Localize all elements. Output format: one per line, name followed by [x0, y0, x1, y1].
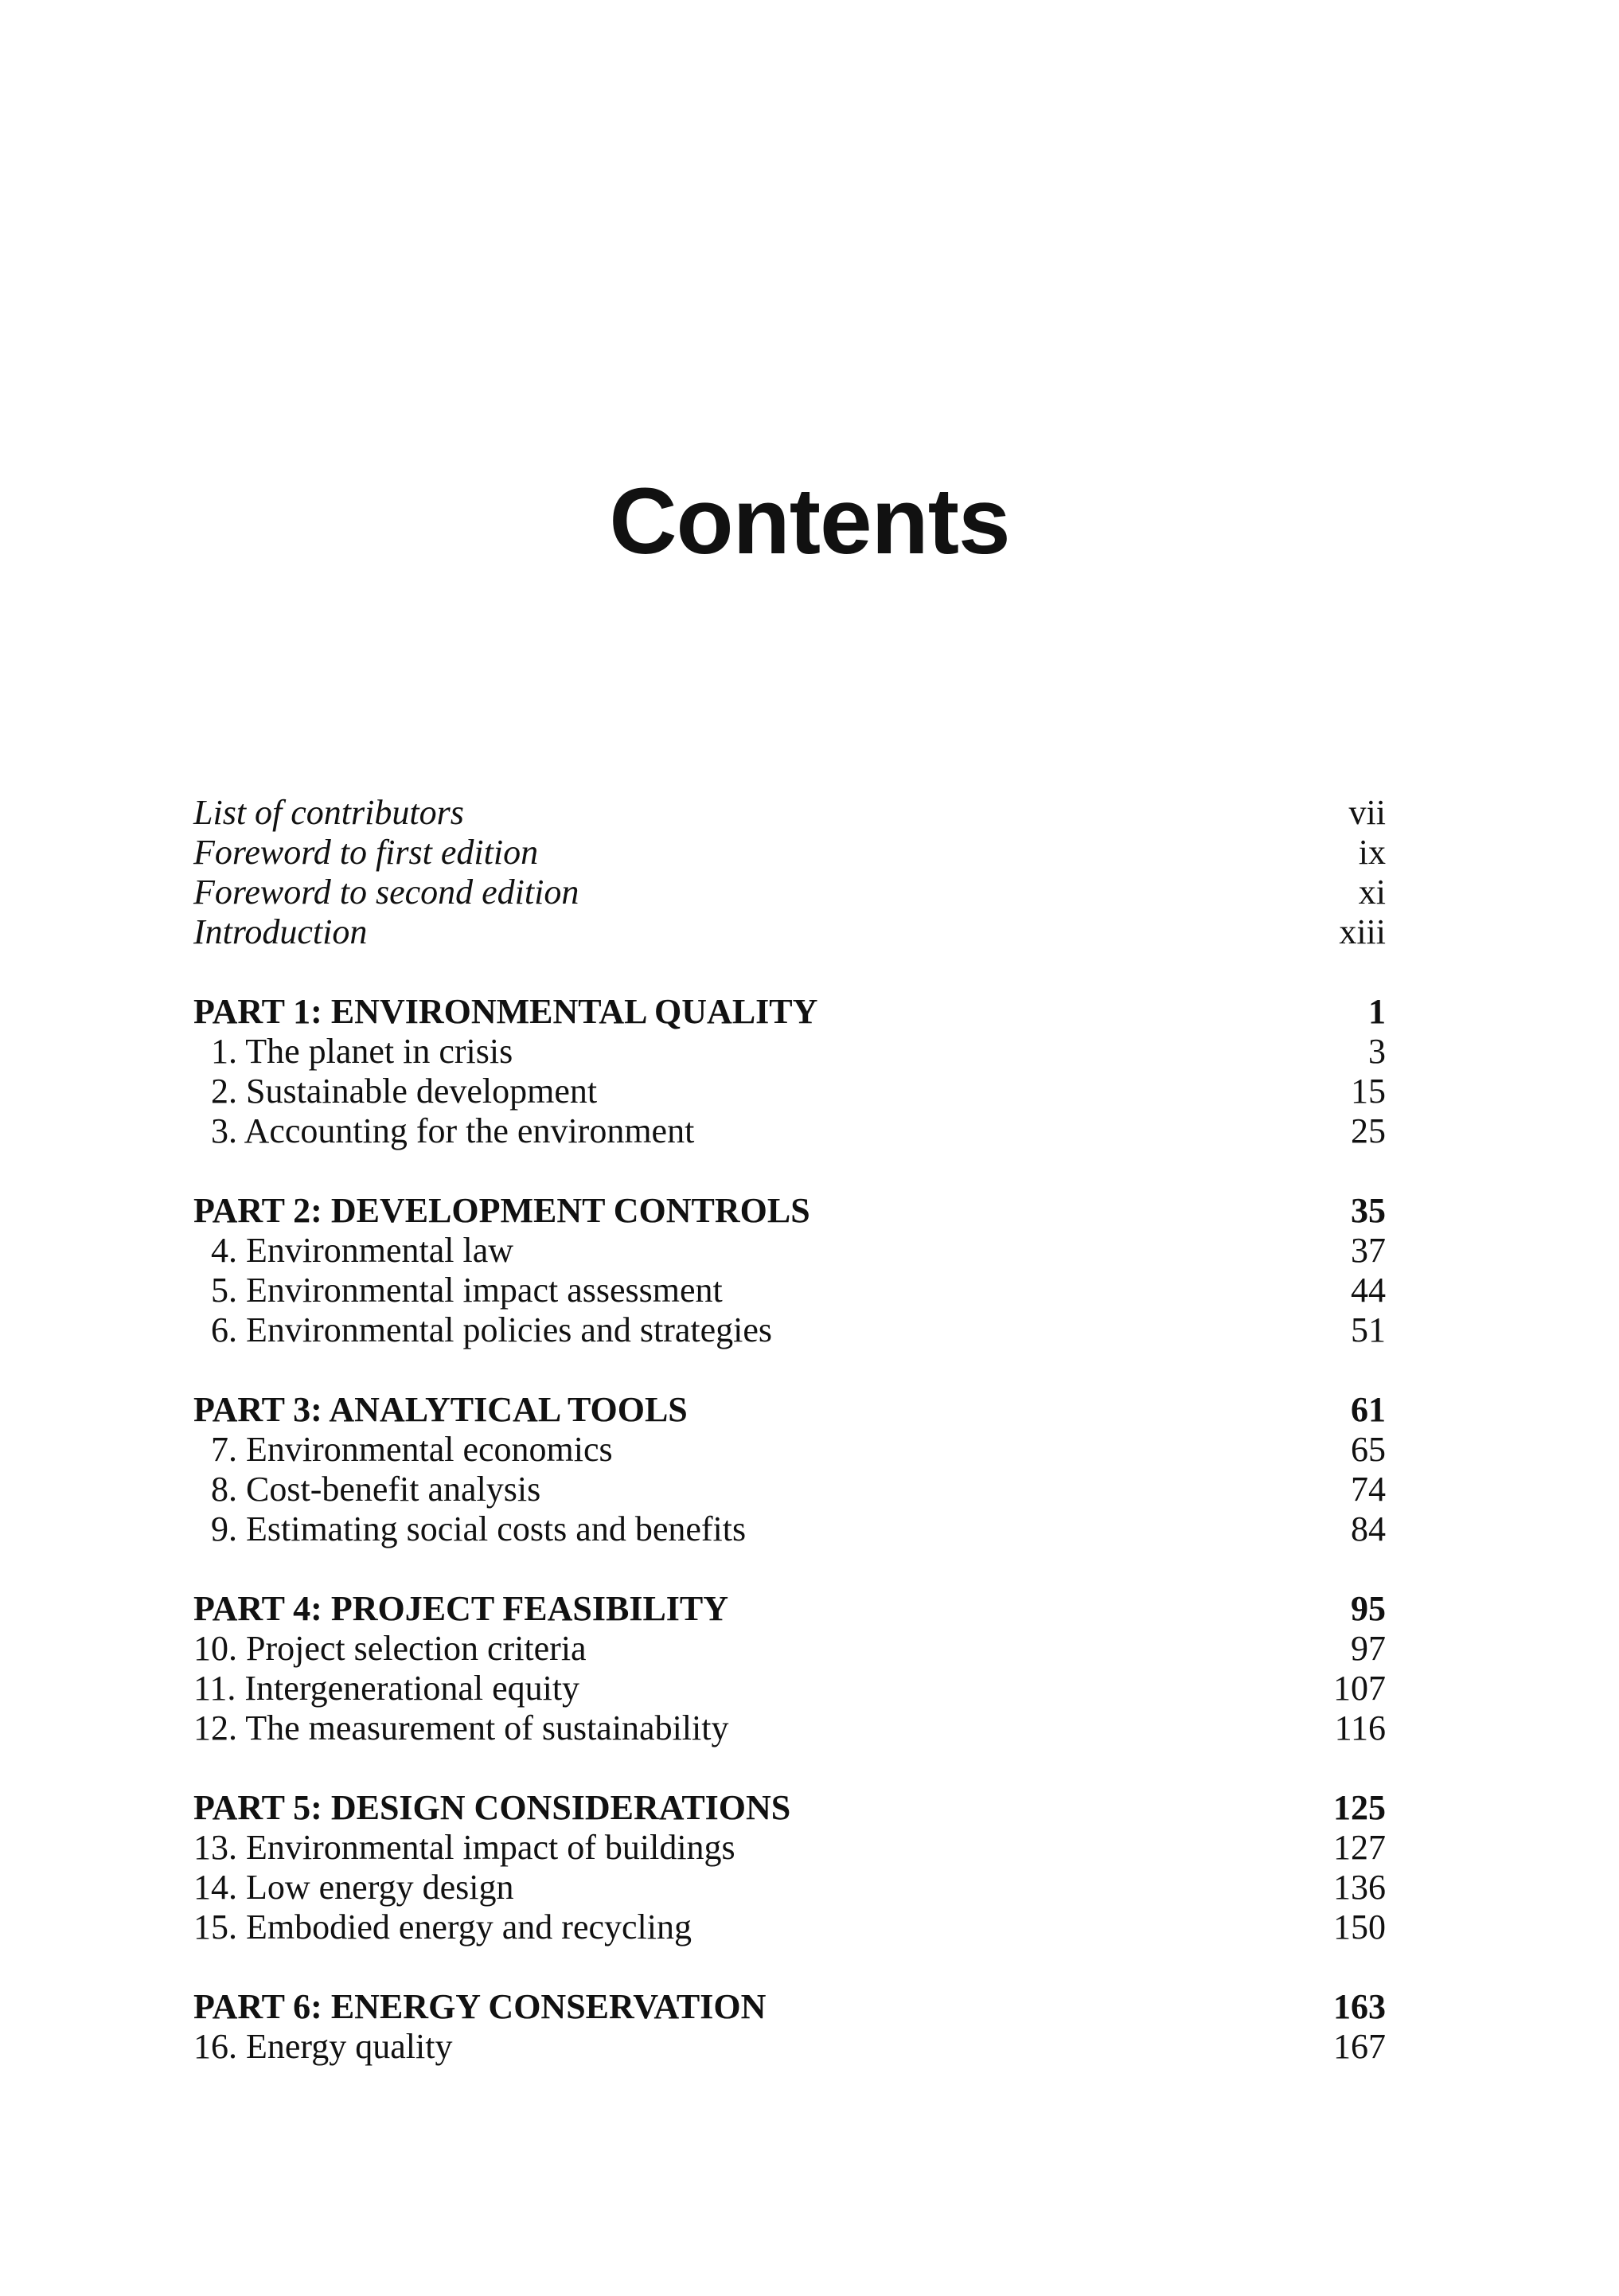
chapter-label: 8. Cost-benefit analysis [193, 1470, 541, 1509]
page-title: Contents [609, 469, 1010, 574]
toc-entry-contributors[interactable] [193, 793, 1386, 833]
part-4-group [193, 1589, 1386, 1748]
chapter-label: 1. The planet in crisis [193, 1032, 513, 1071]
chapter-page: 136 [1333, 1868, 1386, 1907]
part-3-group [193, 1390, 1386, 1549]
chapter-entry[interactable] [193, 1629, 1386, 1669]
part-label: PART 3: ANALYTICAL TOOLS [193, 1390, 688, 1429]
table-of-contents [193, 793, 1386, 2067]
chapter-page: 74 [1351, 1470, 1386, 1509]
toc-entry-page: xi [1358, 873, 1386, 912]
part-label: PART 4: PROJECT FEASIBILITY [193, 1589, 729, 1628]
chapter-entry[interactable] [193, 1072, 1386, 1111]
chapter-entry[interactable] [193, 1708, 1386, 1748]
toc-entry-foreword-second[interactable] [193, 873, 1386, 912]
chapter-page: 44 [1351, 1271, 1386, 1310]
part-page: 61 [1351, 1390, 1386, 1429]
chapter-entry[interactable] [193, 1828, 1386, 1868]
chapter-entry[interactable] [193, 1271, 1386, 1310]
chapter-label: 12. The measurement of sustainability [193, 1708, 729, 1747]
chapter-page: 15 [1351, 1072, 1386, 1111]
part-6-group [193, 1987, 1386, 2067]
chapter-entry[interactable] [193, 1430, 1386, 1470]
chapter-entry[interactable] [193, 1231, 1386, 1271]
chapter-entry[interactable] [193, 1509, 1386, 1549]
toc-entry-label: Foreword to first edition [193, 833, 539, 872]
chapter-entry[interactable] [193, 2027, 1386, 2067]
part-2-group [193, 1191, 1386, 1350]
part-heading[interactable] [193, 1390, 1386, 1430]
chapter-label: 11. Intergenerational equity [193, 1669, 580, 1708]
chapter-label: 4. Environmental law [193, 1231, 514, 1270]
chapter-page: 97 [1351, 1629, 1386, 1668]
toc-entry-label: Introduction [193, 912, 368, 951]
part-page: 125 [1333, 1788, 1386, 1827]
chapter-entry[interactable] [193, 1111, 1386, 1151]
chapter-label: 6. Environmental policies and strategies [193, 1310, 773, 1349]
chapter-label: 10. Project selection criteria [193, 1629, 587, 1668]
part-page: 35 [1351, 1191, 1386, 1230]
part-1-group [193, 992, 1386, 1151]
chapter-label: 15. Embodied energy and recycling [193, 1907, 692, 1947]
chapter-page: 84 [1351, 1509, 1386, 1548]
chapter-page: 3 [1368, 1032, 1386, 1071]
toc-entry-page: xiii [1339, 912, 1386, 951]
chapter-entry[interactable] [193, 1669, 1386, 1708]
chapter-label: 16. Energy quality [193, 2027, 453, 2066]
chapter-label: 2. Sustainable development [193, 1072, 598, 1111]
part-heading[interactable] [193, 992, 1386, 1032]
chapter-page: 25 [1351, 1111, 1386, 1150]
chapter-page: 51 [1351, 1310, 1386, 1349]
toc-entry-page: ix [1358, 833, 1386, 872]
chapter-label: 3. Accounting for the environment [193, 1111, 695, 1150]
part-5-group [193, 1788, 1386, 1947]
chapter-entry[interactable] [193, 1907, 1386, 1947]
part-label: PART 6: ENERGY CONSERVATION [193, 1987, 767, 2026]
chapter-label: 5. Environmental impact assessment [193, 1271, 723, 1310]
part-heading[interactable] [193, 1589, 1386, 1629]
chapter-page: 127 [1333, 1828, 1386, 1867]
chapter-page: 37 [1351, 1231, 1386, 1270]
part-page: 163 [1333, 1987, 1386, 2026]
chapter-page: 167 [1333, 2027, 1386, 2066]
chapter-page: 116 [1334, 1708, 1386, 1747]
chapter-label: 13. Environmental impact of buildings [193, 1828, 735, 1867]
toc-entry-foreword-first[interactable] [193, 833, 1386, 873]
part-label: PART 1: ENVIRONMENTAL QUALITY [193, 992, 818, 1031]
toc-entry-label: List of contributors [193, 793, 464, 832]
part-page: 1 [1368, 992, 1386, 1031]
chapter-label: 14. Low energy design [193, 1868, 514, 1907]
chapter-page: 150 [1333, 1907, 1386, 1947]
toc-entry-page: vii [1348, 793, 1386, 832]
chapter-entry[interactable] [193, 1310, 1386, 1350]
part-heading[interactable] [193, 1191, 1386, 1231]
chapter-label: 9. Estimating social costs and benefits [193, 1509, 747, 1548]
chapter-entry[interactable] [193, 1868, 1386, 1907]
part-heading[interactable] [193, 1788, 1386, 1828]
chapter-page: 107 [1333, 1669, 1386, 1708]
part-label: PART 5: DESIGN CONSIDERATIONS [193, 1788, 791, 1827]
part-label: PART 2: DEVELOPMENT CONTROLS [193, 1191, 810, 1230]
front-matter-list [193, 793, 1386, 952]
chapter-page: 65 [1351, 1430, 1386, 1469]
toc-entry-label: Foreword to second edition [193, 873, 579, 912]
part-heading[interactable] [193, 1987, 1386, 2027]
toc-entry-introduction[interactable] [193, 912, 1386, 952]
chapter-entry[interactable] [193, 1032, 1386, 1072]
part-page: 95 [1351, 1589, 1386, 1628]
chapter-label: 7. Environmental economics [193, 1430, 613, 1469]
chapter-entry[interactable] [193, 1470, 1386, 1509]
